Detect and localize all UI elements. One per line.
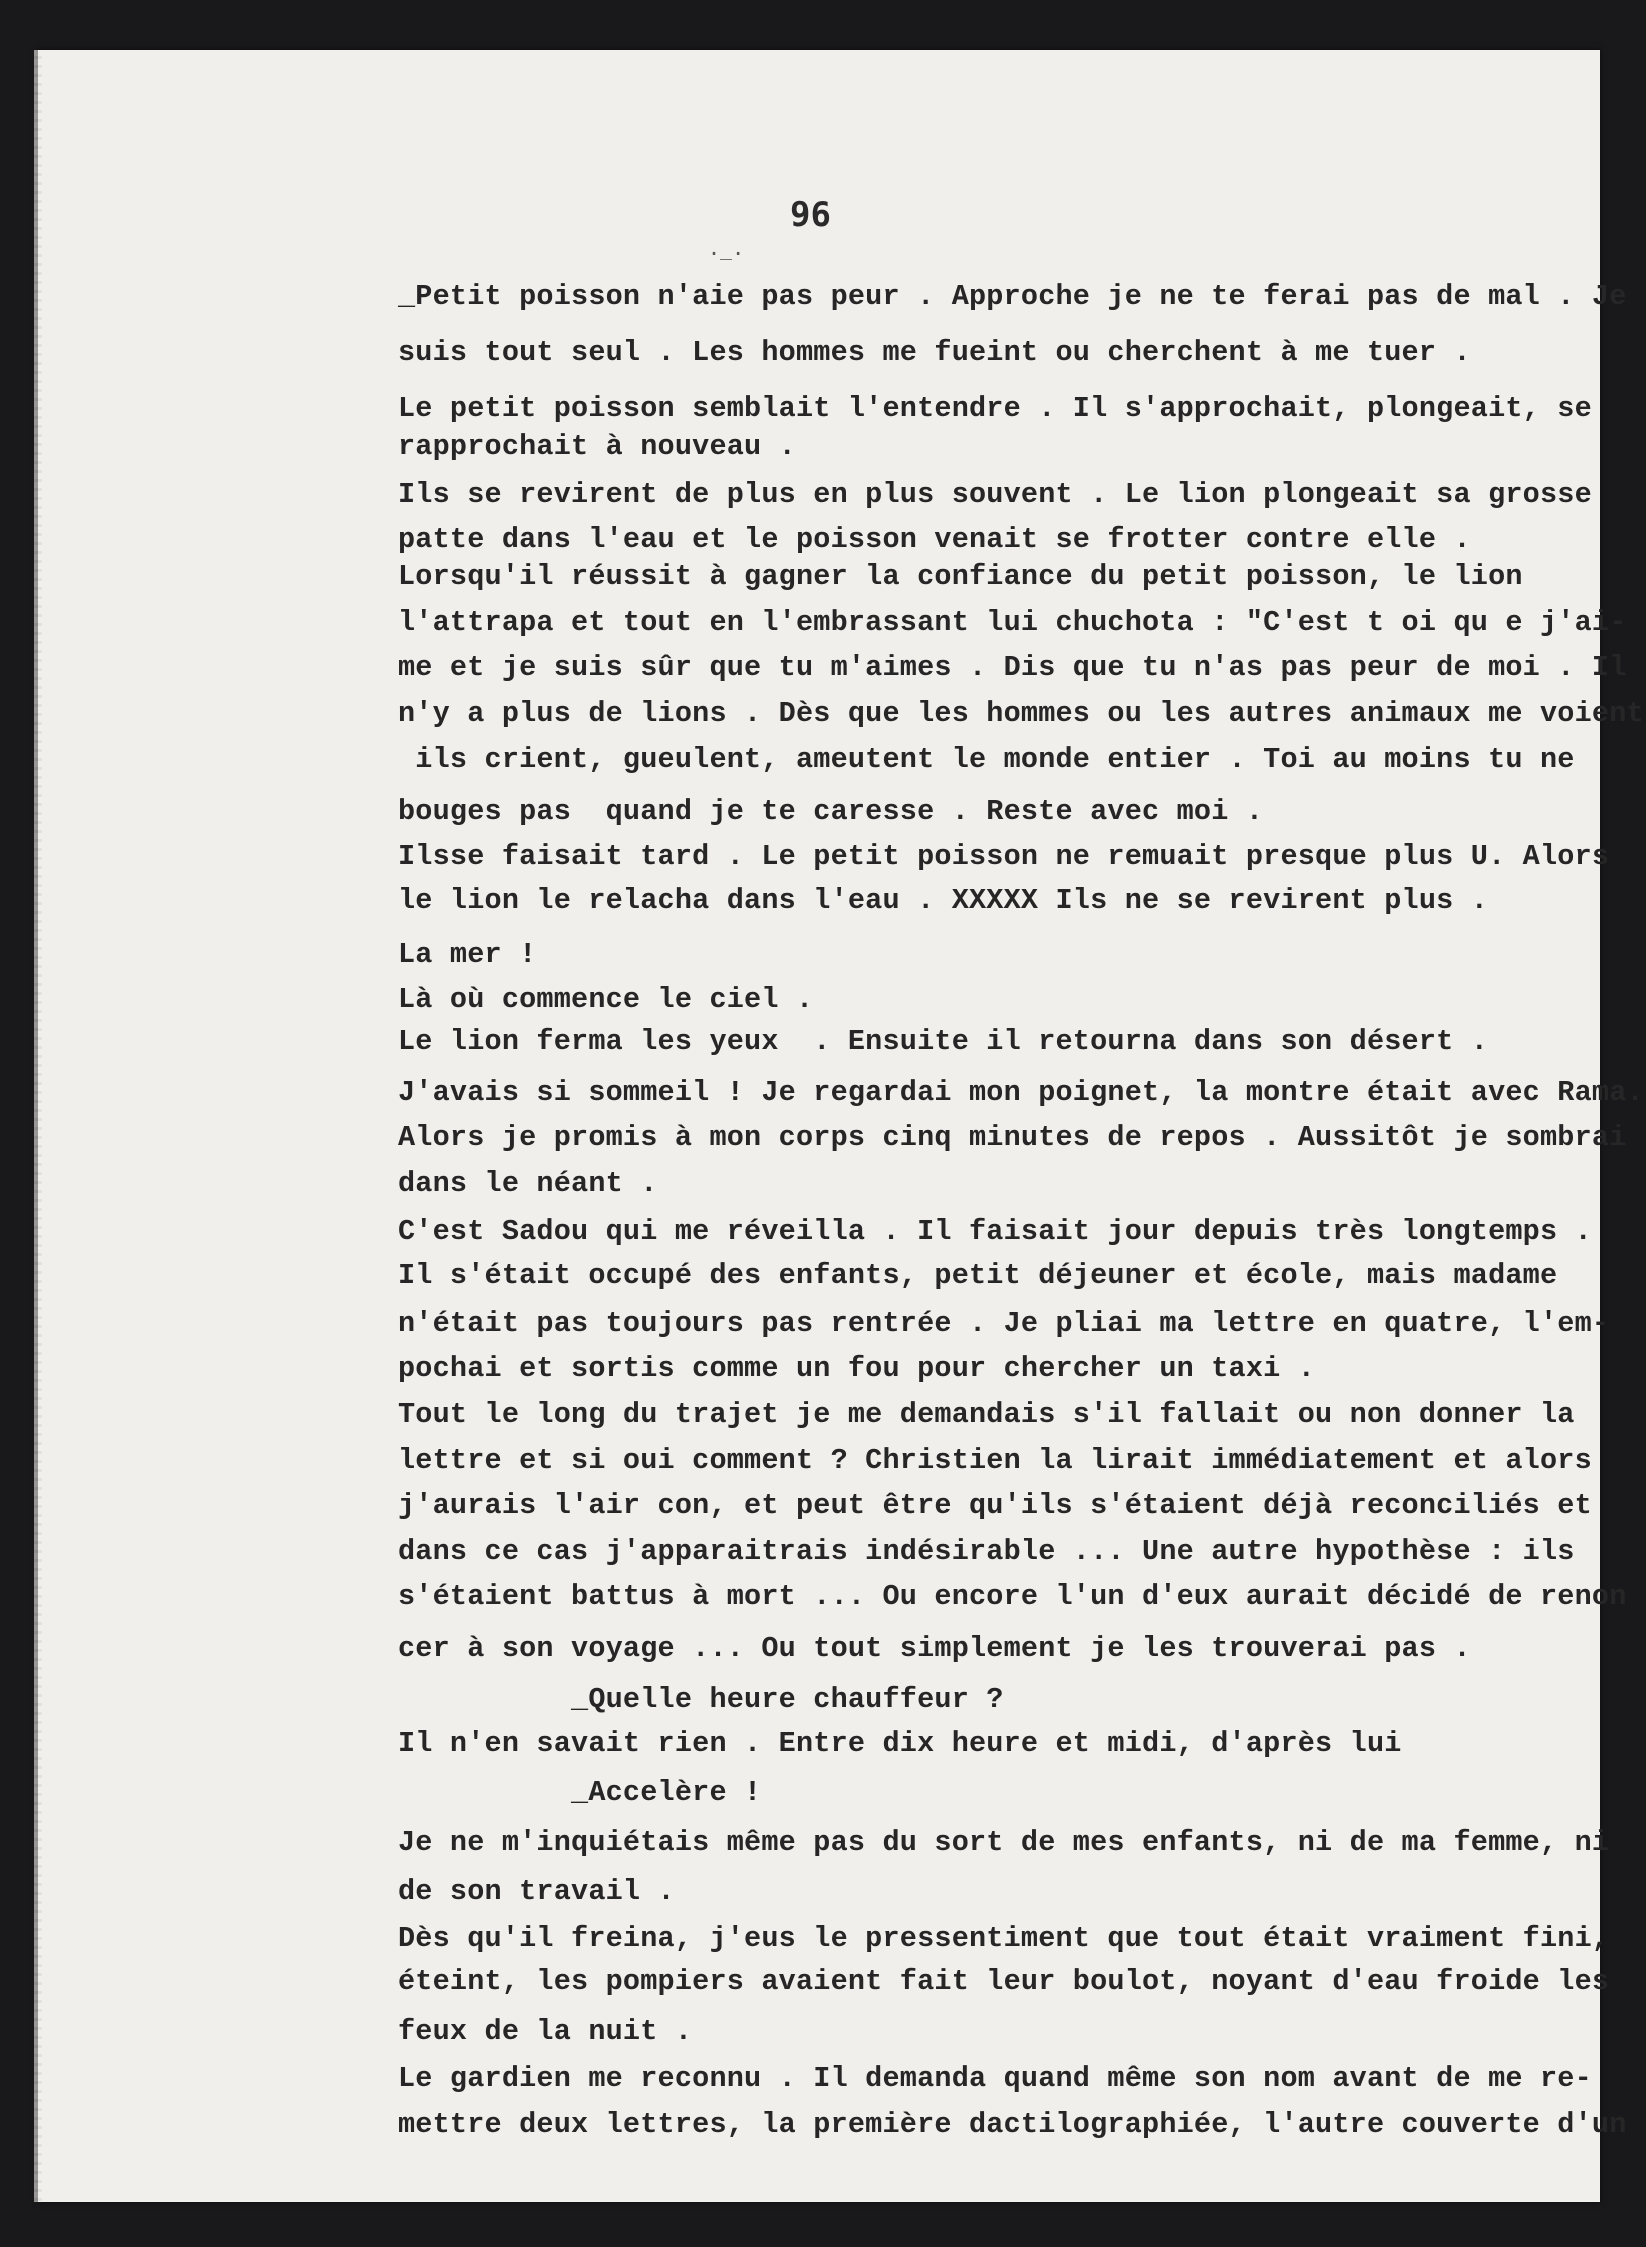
text-line: Il s'était occupé des enfants, petit déjeuner et école, mais madame [398, 1259, 1558, 1292]
stray-typewriter-mark: ._. [708, 236, 745, 260]
text-line: cer à son voyage ... Ou tout simplement je les trouverai pas . [398, 1632, 1471, 1665]
text-line: dans ce cas j'apparaitrais indésirable ... Une autre hypothèse : ils [398, 1535, 1575, 1568]
text-line: Il n'en savait rien . Entre dix heure et midi, d'après lui [398, 1727, 1402, 1760]
text-line: Le petit poisson semblait l'entendre . Il s'approchait, plongeait, se [398, 392, 1592, 425]
text-line: me et je suis sûr que tu m'aimes . Dis que tu n'as pas peur de moi . Il [398, 651, 1627, 684]
text-line: Ils se revirent de plus en plus souvent . Le lion plongeait sa grosse [398, 478, 1592, 511]
text-line: J'avais si sommeil ! Je regardai mon poignet, la montre était avec Rama. [398, 1076, 1644, 1109]
text-line: de son travail . [398, 1875, 675, 1908]
text-line: Dès qu'il freina, j'eus le pressentiment que tout était vraiment fini, [398, 1922, 1610, 1955]
text-line: _Petit poisson n'aie pas peur . Approche je ne te ferai pas de mal . Je [398, 280, 1627, 313]
text-line: _Quelle heure chauffeur ? [398, 1683, 1004, 1716]
text-line: dans le néant . [398, 1167, 658, 1200]
text-line: Le gardien me reconnu . Il demanda quand même son nom avant de me re- [398, 2062, 1592, 2095]
text-line: n'était pas toujours pas rentrée . Je pliai ma lettre en quatre, l'em- [398, 1307, 1610, 1340]
text-line: pochai et sortis comme un fou pour chercher un taxi . [398, 1352, 1316, 1385]
text-line: bouges pas quand je te caresse . Reste avec moi . [398, 795, 1264, 828]
text-line: patte dans l'eau et le poisson venait se frotter contre elle . [398, 523, 1471, 556]
text-line: l'attrapa et tout en l'embrassant lui chuchota : "C'est t oi qu e j'ai- [398, 606, 1627, 639]
text-line: Alors je promis à mon corps cinq minutes de repos . Aussitôt je sombrai [398, 1121, 1627, 1154]
text-line: Je ne m'inquiétais même pas du sort de mes enfants, ni de ma femme, ni [398, 1826, 1610, 1859]
text-line: Ilsse faisait tard . Le petit poisson ne remuait presque plus U. Alors [398, 840, 1610, 873]
text-line: Tout le long du trajet je me demandais s'il fallait ou non donner la [398, 1398, 1575, 1431]
text-line: _Accelère ! [398, 1776, 762, 1809]
text-line: Le lion ferma les yeux . Ensuite il retourna dans son désert . [398, 1025, 1489, 1058]
text-line: suis tout seul . Les hommes me fueint ou cherchent à me tuer . [398, 336, 1471, 369]
text-line: C'est Sadou qui me réveilla . Il faisait jour depuis très longtemps . [398, 1215, 1592, 1248]
text-line: rapprochait à nouveau . [398, 430, 796, 463]
text-line: feux de la nuit . [398, 2015, 693, 2048]
text-line: La mer ! [398, 938, 537, 971]
text-line: j'aurais l'air con, et peut être qu'ils s'étaient déjà reconciliés et [398, 1489, 1592, 1522]
text-line: le lion le relacha dans l'eau . XXXXX Ils ne se revirent plus . [398, 884, 1489, 917]
text-line: lettre et si oui comment ? Christien la lirait immédiatement et alors [398, 1444, 1592, 1477]
text-line: éteint, les pompiers avaient fait leur boulot, noyant d'eau froide les [398, 1965, 1610, 1998]
page-number: 96 [790, 195, 831, 235]
text-line: Là où commence le ciel . [398, 983, 814, 1016]
text-line: ils crient, gueulent, ameutent le monde entier . Toi au moins tu ne [398, 743, 1575, 776]
text-line: s'étaient battus à mort ... Ou encore l'un d'eux aurait décidé de renon [398, 1580, 1627, 1613]
text-line: mettre deux lettres, la première dactilographiée, l'autre couverte d'un [398, 2108, 1627, 2141]
text-line: n'y a plus de lions . Dès que les hommes ou les autres animaux me voient [398, 697, 1644, 730]
text-line: Lorsqu'il réussit à gagner la confiance du petit poisson, le lion [398, 560, 1523, 593]
